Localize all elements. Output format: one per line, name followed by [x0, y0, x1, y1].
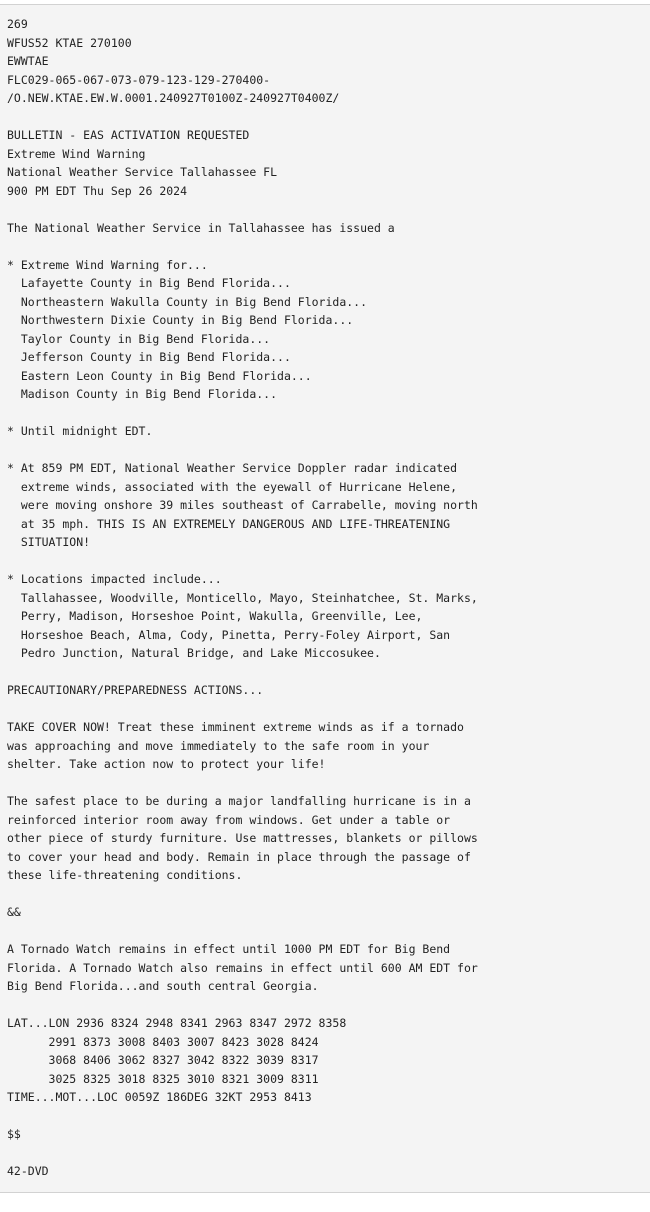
bulletin-text: 269 WFUS52 KTAE 270100 EWWTAE FLC029-065-067-073-079-123-129-270400- /O.NEW.KTAE.EW.W.0001.240927T0100Z-240927T0400Z/ BULLETIN - EAS ACTIVATION REQUESTED Extreme Wind Warning National Weather Service Tallahassee FL 900 PM EDT Thu Sep 26 2024 The National Weather Service in Tallahassee has issued a * Extreme Wind Warning for... Lafayette County in Big Bend Florida... Northeastern Wakulla County in Big Bend Florida... Northwestern Dixie County in Big Bend Florida... Taylor County in Big Bend Florida... Jefferson County in Big Bend Florida... Eastern Leon County in Big Bend Florida... Madison County in Big Bend Florida... * Until midnight EDT. * At 859 PM EDT, National Weather Service Doppler radar indicated extreme winds, associated with the eyewall of Hurricane Helene, were moving onshore 39 miles southeast of Carrabelle, moving north at 35 mph. THIS IS AN EXTREMELY DANGEROUS AND LIFE-THREATENING SITUATION! * Locations impacted include... Tallahassee, Woodville, Monticello, Mayo, Steinhatchee, St. Marks, Perry, Madison, Horseshoe Point, Wakulla, Greenville, Lee, Horseshoe Beach, Alma, Cody, Pinetta, Perry-Foley Airport, San Pedro Junction, Natural Bridge, and Lake Miccosukee. PRECAUTIONARY/PREPAREDNESS ACTIONS... TAKE COVER NOW! Treat these imminent extreme winds as if a tornado was approaching and move immediately to the safe room in your shelter. Take action now to protect your life! The safest place to be during a major landfalling hurricane is in a reinforced interior room away from windows. Get under a table or other piece of sturdy furniture. Use mattresses, blankets or pillows to cover your head and body. Remain in place through the passage of these life-threatening conditions. && A Tornado Watch remains in effect until 1000 PM EDT for Big Bend Florida. A Tornado Watch also remains in effect until 600 AM EDT for Big Bend Florida...and south central Georgia. LAT...LON 2936 8324 2948 8341 2963 8347 2972 8358 2991 8373 3008 8403 3007 8423 3028 8424 3068 8406 3062 8327 3042 8322 3039 8317 3025 8325 3018 8325 3010 8321 3009 8311 TIME...MOT...LOC 0059Z 186DEG 32KT 2953 8413 $$ 42-DVD [7, 17, 478, 1178]
bulletin-panel [0, 4, 650, 1193]
